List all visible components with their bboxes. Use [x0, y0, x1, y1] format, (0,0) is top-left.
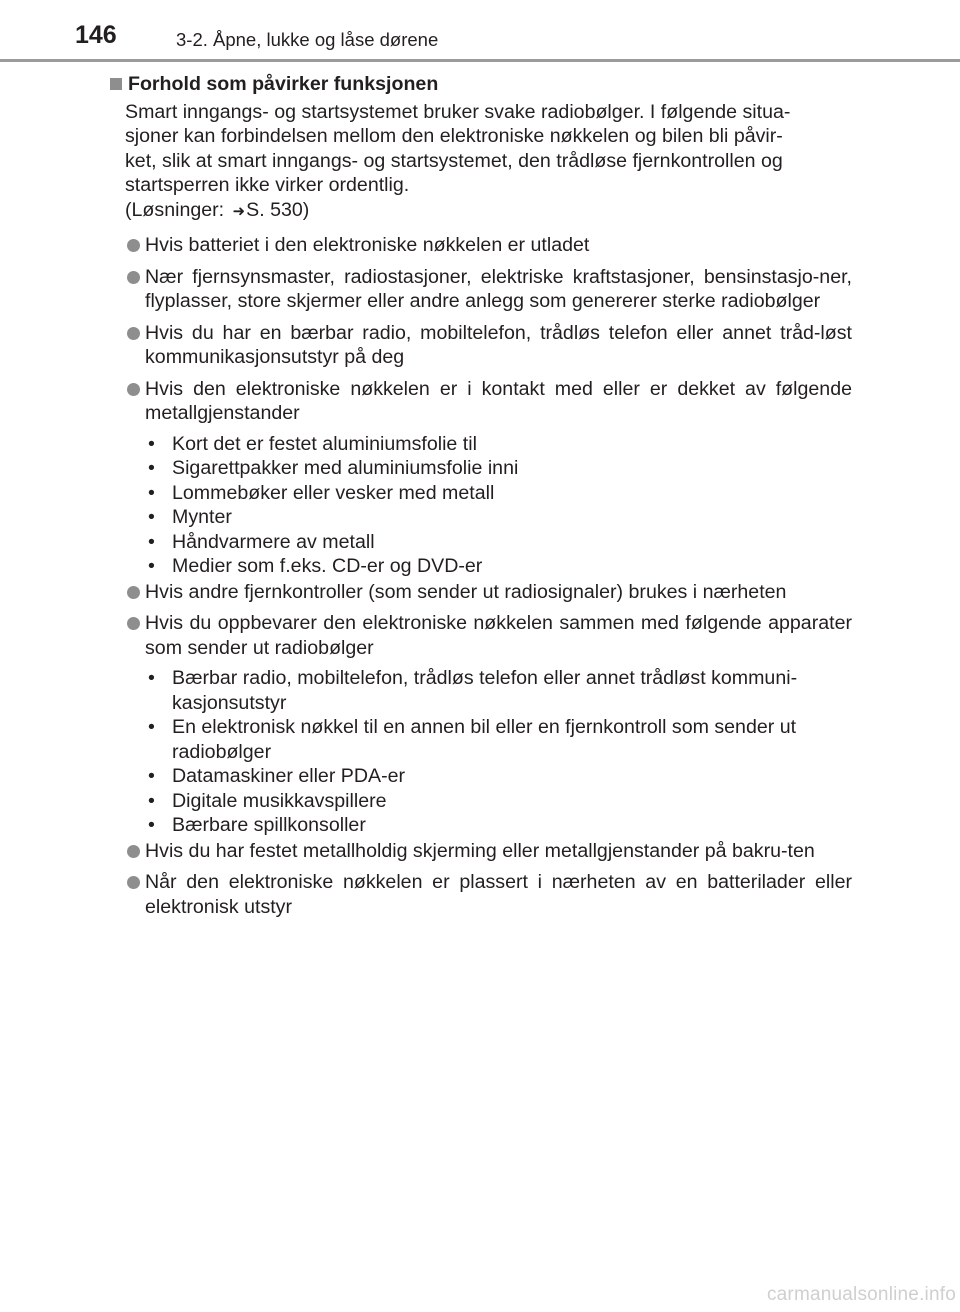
condition-item: [110, 233, 852, 258]
circle-bullet-icon: [127, 845, 140, 858]
list-item: • Medier som f.eks. CD-er og DVD-er: [145, 554, 850, 579]
condition-item: [110, 321, 852, 370]
condition-item: [110, 377, 852, 426]
list-item: • Lommebøker eller vesker med metall: [145, 481, 850, 506]
condition-item: [110, 580, 852, 605]
list-item: • Kort det er festet aluminiumsfolie til: [145, 432, 850, 457]
metal-objects-list: [145, 432, 850, 579]
page-content: [110, 72, 852, 919]
square-bullet-icon: [110, 78, 122, 90]
radio-devices-list: [145, 666, 850, 838]
list-item: • Mynter: [145, 505, 850, 530]
condition-text: Nær fjernsynsmaster, radiostasjoner, elektriske kraftstasjoner, bensinstasjo-ner, flyplasser, store skjermer eller andre anlegg som genererer sterke radiobølger: [145, 265, 852, 312]
section-heading: [110, 72, 852, 97]
list-item: • Bærbare spillkonsoller: [145, 813, 850, 838]
intro-line: sjoner kan forbindelsen mellom den elektroniske nøkkelen og bilen bli påvir-: [125, 125, 783, 147]
header-divider: [0, 59, 960, 62]
circle-bullet-icon: [127, 239, 140, 252]
circle-bullet-icon: [127, 617, 140, 630]
circle-bullet-icon: [127, 876, 140, 889]
list-item: • En elektronisk nøkkel til en annen bil eller en fjernkontroll som sender ut radiobølger: [145, 715, 850, 764]
condition-text: Hvis batteriet i den elektroniske nøkkelen er utladet: [145, 234, 590, 256]
list-item: • Håndvarmere av metall: [145, 530, 850, 555]
circle-bullet-icon: [127, 271, 140, 284]
condition-item: [110, 839, 852, 864]
section-title: 3-2. Åpne, lukke og låse dørene: [176, 29, 439, 50]
circle-bullet-icon: [127, 383, 140, 396]
list-item: • Bærbar radio, mobiltelefon, trådløs telefon eller annet trådløst kommuni-kasjonsutstyr: [145, 666, 850, 715]
arrow-right-icon: ➜: [232, 202, 246, 220]
list-item: • Digitale musikkavspillere: [145, 789, 850, 814]
reference-page-link[interactable]: S. 530): [246, 198, 310, 221]
intro-line: startsperren ikke virker ordentlig.: [125, 174, 410, 196]
page-header: [0, 0, 960, 62]
condition-text: Hvis du oppbevarer den elektroniske nøkkelen sammen med følgende apparater som sender ut radiobølger: [145, 612, 852, 659]
intro-line: ket, slik at smart inngangs- og startsystemet, den trådløse fjernkontrollen og: [125, 149, 783, 172]
condition-text: Hvis den elektroniske nøkkelen er i kontakt med eller er dekket av følgende metallgjenstander: [145, 377, 852, 424]
circle-bullet-icon: [127, 327, 140, 340]
list-item: • Datamaskiner eller PDA-er: [145, 764, 850, 789]
page-number: 146: [75, 21, 117, 49]
intro-line: Smart inngangs- og startsystemet bruker svake radiobølger. I følgende situa-: [125, 100, 791, 123]
section-heading-text: Forhold som påvirker funksjonen: [128, 73, 439, 95]
reference-prefix: (Løsninger:: [125, 198, 230, 221]
list-item: • Sigarettpakker med aluminiumsfolie inni: [145, 456, 850, 481]
condition-text: Når den elektroniske nøkkelen er plassert i nærheten av en batterilader eller elektronisk utstyr: [145, 871, 852, 918]
condition-item: [110, 870, 852, 919]
condition-text: Hvis andre fjernkontroller (som sender ut radiosignaler) brukes i nærheten: [145, 580, 787, 603]
condition-text: Hvis du har en bærbar radio, mobiltelefon, trådløs telefon eller annet tråd-løst kommunikasjonsutstyr på deg: [145, 321, 852, 368]
solution-reference: [125, 198, 852, 225]
intro-paragraph: [125, 100, 852, 225]
circle-bullet-icon: [127, 586, 140, 599]
site-watermark: carmanualsonline.info: [766, 1284, 956, 1305]
condition-item: [110, 611, 852, 660]
condition-item: [110, 265, 852, 314]
condition-text: Hvis du har festet metallholdig skjerming eller metallgjenstander på bakru-ten: [145, 839, 815, 862]
